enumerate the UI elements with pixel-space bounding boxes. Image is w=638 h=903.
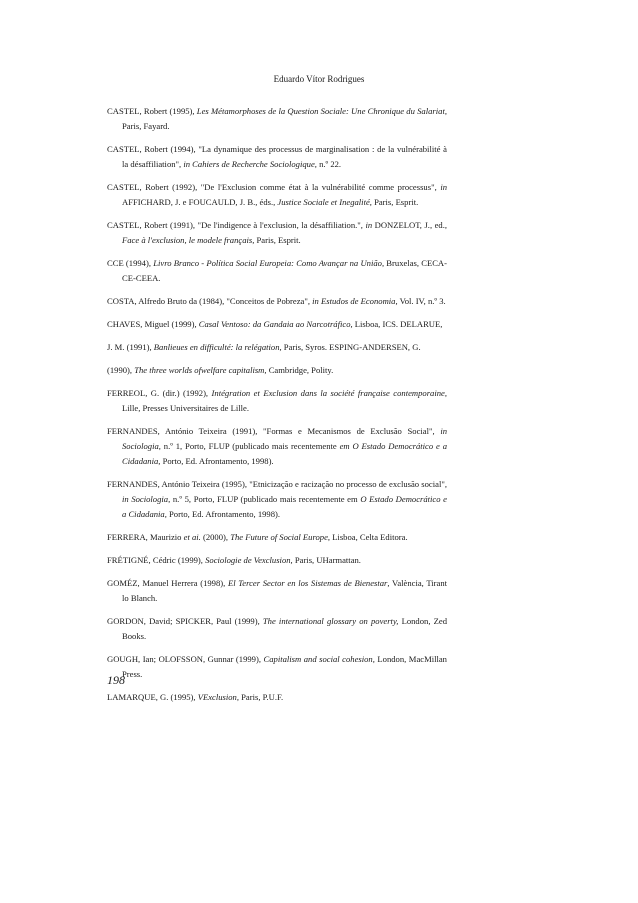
reference-text: London, Zed Books. [122, 616, 447, 641]
reference-text: , Paris, Syros. ESPING-ANDERSEN, G. [279, 342, 421, 352]
reference-entry [107, 690, 447, 705]
page-number: 198 [107, 673, 125, 687]
reference-text: FERNANDES, António Teixeira (1991), "Formas e Mecanismos de Exclusão Social", [107, 426, 441, 436]
reference-entry [107, 256, 447, 286]
reference-entry [107, 104, 447, 134]
reference-text: J. M. (1991), [107, 342, 154, 352]
reference-title: in [365, 220, 373, 230]
reference-text: FRÉTIGNÉ, Cédric (1999), [107, 555, 206, 565]
reference-title: Sociologie de Vexclusion, [205, 555, 293, 565]
reference-title: The Future of Social Europe [230, 532, 328, 542]
reference-text: DONZELOT, J., ed., [372, 220, 447, 230]
running-header: Eduardo Vítor Rodrigues [273, 74, 365, 84]
reference-entry [107, 553, 447, 568]
reference-title: in Cahiers de Recherche Sociologique [183, 159, 315, 169]
reference-text: FERRERA, Maurizio [107, 532, 184, 542]
reference-text: , Paris, P.U.F. [236, 692, 284, 702]
reference-text: London, MacMillan Press. [122, 654, 447, 679]
reference-text: FERNANDES, António Teixeira (1995), "Etnicização e racização no processo de exclusão social", [107, 479, 447, 489]
reference-text: AFFICHARD, J. e FOUCAULD, J. B., éds., [122, 197, 278, 207]
reference-title: Les Métamorphoses de la Question Sociale: Une Chronique du Salariat [196, 106, 445, 116]
reference-text: , n.º 1, Porto, FLUP (publicado mais recentemente [158, 441, 340, 451]
reference-text: CHAVES, Miguel (1999), [107, 319, 199, 329]
reference-text: CCE (1994), [107, 258, 154, 268]
reference-text: (2000), [200, 532, 231, 542]
reference-text: CASTEL, Robert (1994), "La dynamique des processus de marginalisation : de la vulnérabilité à la désaffiliation", [107, 144, 447, 169]
reference-entry [107, 317, 447, 332]
reference-title: Capitalism and social cohesion, [263, 654, 375, 664]
reference-entry [107, 477, 447, 522]
reference-title: The international glossary on poverty, [262, 616, 399, 626]
reference-text: , Porto, Ed. Afrontamento, 1998). [164, 509, 281, 519]
reference-entry [107, 652, 447, 682]
reference-text: LAMARQUE, G. (1995), [107, 692, 198, 702]
reference-title: O Estado Democrático e a Cidadania [122, 494, 447, 519]
reference-entry [107, 424, 447, 469]
reference-text: GOUGH, Ian; OLOFSSON, Gunnar (1999), [107, 654, 264, 664]
reference-title: in Sociologia [122, 494, 169, 504]
reference-title: Face à l'exclusion, le modele français [122, 235, 253, 245]
reference-text: , Paris, Esprit. [252, 235, 301, 245]
reference-title: Intégration et Exclusion dans la société française contemporaine [211, 388, 445, 398]
reference-text: COSTA, Alfredo Bruto da (1984), "Conceitos de Pobreza", [107, 296, 313, 306]
reference-text: Paris, UHarmattan. [292, 555, 361, 565]
reference-text: CASTEL, Robert (1995), [107, 106, 197, 116]
reference-entry [107, 218, 447, 248]
reference-text: , Paris, Fayard. [122, 106, 447, 131]
reference-title: Banlieues en difficulté: la relégation [153, 342, 280, 352]
reference-text: GOMÉZ, Manuel Herrera (1998), [107, 578, 228, 588]
reference-title: in Estudos de Economia [312, 296, 396, 306]
reference-text: FERREOL, G. (dir.) (1992), [107, 388, 212, 398]
reference-text: , Paris, Esprit. [369, 197, 419, 207]
reference-title: Justice Sociale et Inegalité [277, 197, 370, 207]
reference-entry [107, 142, 447, 172]
reference-title: Livro Branco - Política Social Europeia: Como Avançar na União [153, 258, 382, 268]
reference-text: , Bruxelas, CECA-CE-CEEA. [122, 258, 447, 283]
reference-entry [107, 530, 447, 545]
reference-text: , Lisboa, ICS. DELARUE, [350, 319, 443, 329]
reference-title: VExclusion [197, 692, 237, 702]
reference-entry [107, 614, 447, 644]
reference-entry [107, 576, 447, 606]
reference-text: , Lille, Presses Universitaires de Lille. [122, 388, 447, 413]
reference-title: The three worlds ofwelfare capitalism [134, 365, 265, 375]
reference-text: , n.º 22. [314, 159, 342, 169]
reference-text: CASTEL, Robert (1992), "De l'Exclusion comme état à la vulnérabilité comme processus", [107, 182, 441, 192]
reference-entry [107, 340, 447, 355]
reference-text: , Porto, Ed. Afrontamento, 1998). [158, 456, 274, 466]
reference-title: in Sociologia [122, 426, 447, 451]
reference-title: Casal Ventoso: da Gandaia ao Narcotráfico [198, 319, 351, 329]
reference-text: GORDON, David; SPICKER, Paul (1999), [107, 616, 263, 626]
reference-entry [107, 386, 447, 416]
reference-text: CASTEL, Robert (1991), "De l'indigence à l'exclusion, la désaffiliation.", [107, 220, 366, 230]
reference-title: El Tercer Sector en los Sistemas de Bienestar [227, 578, 388, 588]
reference-text: , València, Tirant lo Blanch. [122, 578, 448, 603]
reference-text: , Lisboa, Celta Editora. [327, 532, 408, 542]
reference-entry [107, 294, 447, 309]
reference-list [107, 104, 447, 705]
reference-text: (1990), [107, 365, 135, 375]
reference-text: , Cambridge, Polity. [264, 365, 334, 375]
reference-title: et ai. [183, 532, 201, 542]
reference-title: em O Estado Democrático e a Cidadania [122, 441, 447, 466]
reference-entry [107, 363, 447, 378]
reference-entry [107, 180, 447, 210]
reference-text: , n.º 5, Porto, FLUP (publicado mais recentemente em [168, 494, 361, 504]
reference-text: , Vol. IV, n.º 3. [395, 296, 446, 306]
reference-title: in [440, 182, 447, 192]
